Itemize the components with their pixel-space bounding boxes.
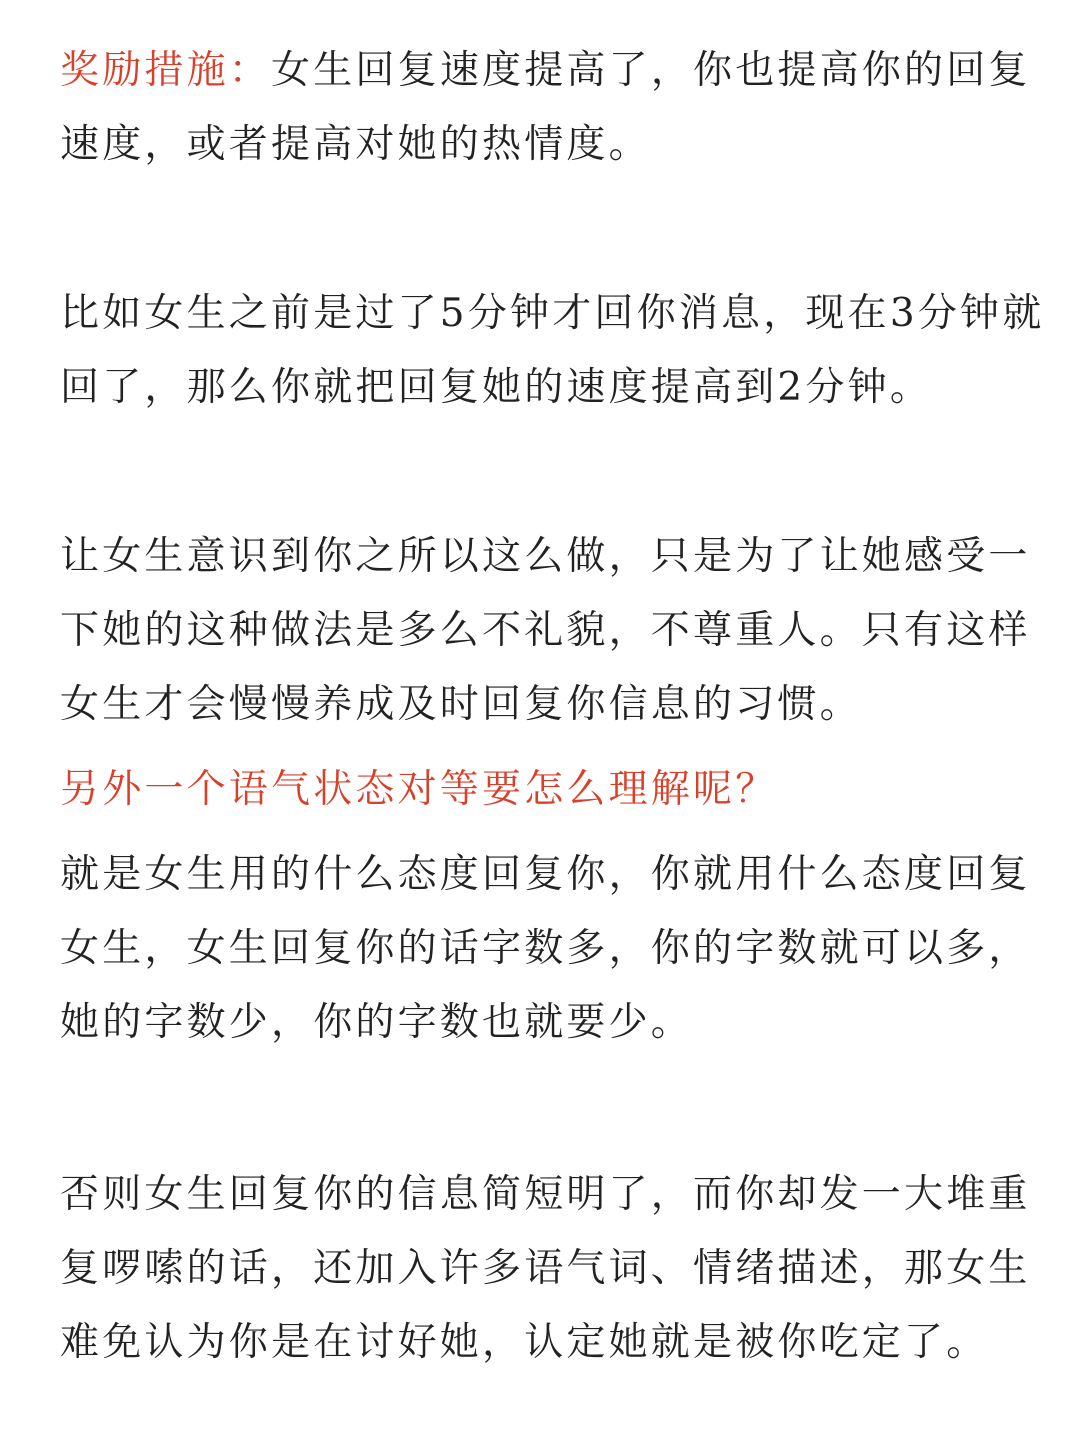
text-line: 复啰嗦的话，还加入许多语气词、情绪描述，那女生 — [60, 1246, 1031, 1291]
text-line: 女生才会慢慢养成及时回复你信息的习惯。 — [60, 682, 862, 727]
text-line: 否则女生回复你的信息简短明了，而你却发一大堆重 — [60, 1172, 1031, 1217]
paragraph-tone-equivalence — [60, 838, 1031, 1060]
paragraph-awareness — [60, 520, 1031, 742]
text-line: 速度，或者提高对她的热情度。 — [60, 122, 651, 167]
paragraph-example — [60, 277, 1045, 425]
text-line: 就是女生用的什么态度回复你，你就用什么态度回复 — [60, 852, 1031, 897]
text-line: 让女生意识到你之所以这么做，只是为了让她感受一 — [60, 534, 1031, 579]
text-line: 女生，女生回复你的话字数多，你的字数就可以多， — [60, 926, 1031, 971]
text-line — [60, 34, 1031, 108]
section-heading — [60, 753, 1020, 827]
paragraph-reward-measures — [60, 34, 1031, 182]
text-line: 比如女生之前是过了5分钟才回你消息，现在3分钟就 — [60, 291, 1045, 336]
text-line: 下她的这种做法是多么不礼貌，不尊重人。只有这样 — [60, 608, 1031, 653]
text-line: 难免认为你是在讨好她，认定她就是被你吃定了。 — [60, 1320, 989, 1365]
text-line: 回了，那么你就把回复她的速度提高到2分钟。 — [60, 365, 933, 410]
text-line: 她的字数少，你的字数也就要少。 — [60, 1000, 694, 1045]
highlight-label: 奖励措施： — [60, 48, 272, 93]
paragraph-otherwise — [60, 1158, 1031, 1380]
text-span: 女生回复速度提高了，你也提高你的回复 — [271, 48, 1031, 93]
heading-text: 另外一个语气状态对等要怎么理解呢？ — [60, 767, 778, 812]
